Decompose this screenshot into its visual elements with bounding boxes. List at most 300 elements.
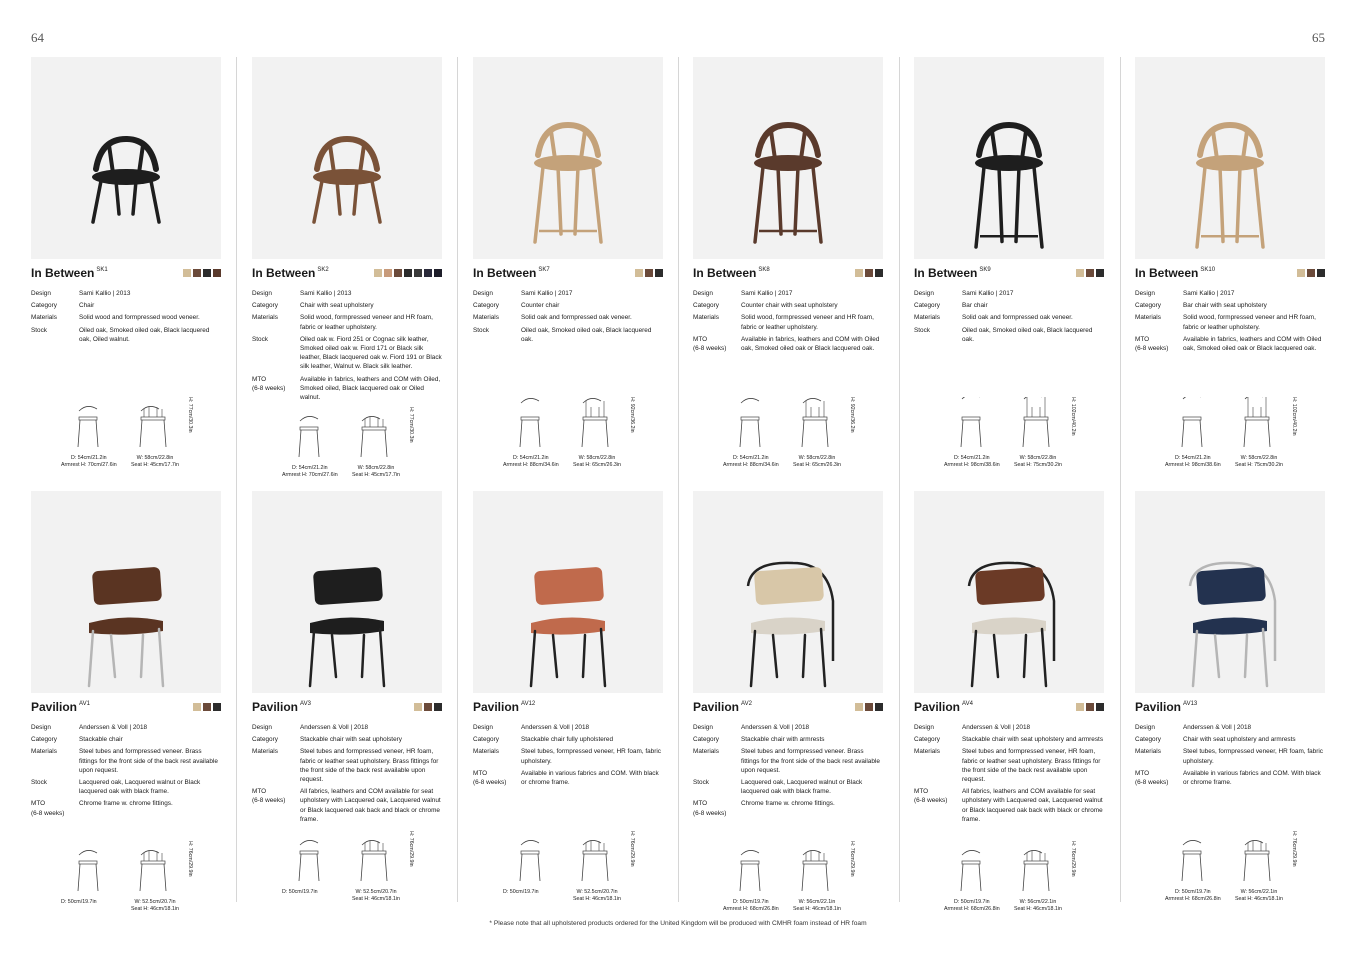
product-code: SK2	[317, 267, 329, 273]
product-name: In Between	[693, 266, 757, 280]
spec-value: Oiled oak, Smoked oiled oak, Black lacquered oak.	[521, 326, 652, 343]
spec-row	[31, 289, 221, 298]
chair-image	[252, 491, 442, 693]
spec-value: Steel tubes and formpressed veneer. Brass fittings for the front side of the back rest available upon request.	[741, 748, 880, 774]
product-name: In Between	[252, 266, 316, 280]
spec-label: MTO (6-8 weeks)	[1135, 769, 1169, 787]
dimension-width: W: 56cm/22.1in Seat H: 46cm/18.1in	[1014, 899, 1062, 912]
product-card	[473, 491, 663, 911]
color-swatch[interactable]	[203, 703, 211, 711]
product-name: Pavilion	[1135, 700, 1182, 714]
spec-table	[473, 289, 663, 347]
spec-row	[693, 723, 883, 732]
dimension-height: H: 77cm/30.3in	[408, 407, 414, 443]
spec-row	[1135, 289, 1325, 298]
dimension-width: W: 58cm/22.8in Seat H: 45cm/17.7in	[352, 465, 400, 478]
spec-row	[31, 326, 221, 344]
spec-table	[914, 723, 1104, 827]
spec-value: Anderssen & Voll | 2018	[962, 724, 1031, 731]
dimension-height: H: 76cm/29.9in	[629, 831, 635, 867]
dimension-width: W: 58cm/22.8in Seat H: 65cm/26.3in	[793, 455, 841, 468]
dimension-width: W: 52.5cm/20.7in Seat H: 46cm/18.1in	[573, 889, 621, 902]
spec-value: Anderssen & Voll | 2018	[1183, 724, 1252, 731]
product-card	[914, 491, 1104, 911]
product-photo	[693, 57, 883, 259]
dimension-depth: D: 54cm/21.2in Armrest H: 88cm/34.6in	[503, 455, 559, 468]
spec-row	[473, 747, 663, 765]
spec-label: Design	[473, 290, 493, 297]
product-code: AV1	[79, 701, 90, 707]
spec-value: Lacquered oak, Lacquered walnut or Black lacquered oak with black frame.	[79, 779, 201, 796]
product-card	[473, 57, 663, 477]
color-swatch[interactable]	[875, 269, 883, 277]
spec-row	[252, 723, 442, 732]
product-card	[252, 57, 442, 477]
spec-value: Stackable chair fully upholstered	[521, 736, 614, 744]
product-photo	[31, 491, 221, 693]
dimension-width: W: 58cm/22.8in Seat H: 65cm/26.3in	[573, 455, 621, 468]
color-swatch[interactable]	[1096, 703, 1104, 711]
product-card	[1135, 491, 1325, 911]
dimension-height: H: 102cm/40.2in	[1070, 397, 1076, 436]
spec-row	[914, 326, 1104, 344]
spec-label: Materials	[31, 314, 57, 322]
spec-label: MTO (6-8 weeks)	[1135, 335, 1169, 353]
dimension-height: H: 102cm/40.2in	[1291, 397, 1297, 436]
page-number-right: 65	[1312, 30, 1325, 45]
product-card	[914, 57, 1104, 477]
spec-table	[693, 289, 883, 356]
spec-label: Materials	[31, 748, 57, 756]
spec-row	[693, 289, 883, 298]
spec-label: MTO (6-8 weeks)	[252, 788, 286, 805]
chair-image	[1135, 491, 1325, 693]
spec-value: Sami Kallio | 2017	[1183, 290, 1235, 297]
product-column	[914, 57, 1104, 917]
spec-label: Design	[31, 724, 51, 731]
spec-row	[252, 313, 442, 331]
dimension-height: H: 76cm/29.9in	[187, 841, 193, 877]
product-name: In Between	[31, 266, 95, 280]
spec-value: Sami Kallio | 2017	[521, 290, 573, 297]
dimension-depth: D: 50cm/19.7in Armrest H: 68cm/26.8in	[944, 899, 1000, 912]
spec-label: Category	[31, 736, 57, 744]
chair-image	[473, 491, 663, 693]
color-swatch[interactable]	[855, 703, 863, 711]
color-swatch[interactable]	[655, 269, 663, 277]
product-column	[1135, 57, 1325, 917]
product-code: SK7	[538, 267, 550, 273]
spec-row	[693, 335, 883, 353]
color-swatch[interactable]	[1096, 269, 1104, 277]
dimension-width: W: 52.5cm/20.7in Seat H: 46cm/18.1in	[352, 889, 400, 902]
spec-value: Bar chair with seat upholstery	[1183, 302, 1267, 310]
product-card	[31, 491, 221, 911]
color-swatch[interactable]	[183, 269, 191, 277]
spec-row	[914, 747, 1104, 784]
dimension-depth: D: 54cm/21.2in Armrest H: 70cm/27.6in	[282, 465, 338, 478]
spec-row	[1135, 747, 1325, 765]
dimension-height: H: 92cm/36.2in	[629, 397, 635, 433]
chair-image	[31, 491, 221, 693]
spec-label: Design	[252, 290, 272, 297]
spec-value: Available in fabrics, leathers and COM with Oiled, Smoked oiled, Black lacquered oak or Oiled walnut.	[300, 375, 441, 402]
product-title	[252, 700, 311, 714]
spec-row	[252, 735, 442, 744]
product-code: SK10	[1200, 267, 1216, 273]
spec-label: Design	[1135, 724, 1155, 731]
product-name: Pavilion	[31, 700, 78, 714]
finish-swatches	[374, 269, 442, 277]
finish-swatches	[193, 703, 221, 711]
dimension-height: H: 77cm/30.3in	[187, 397, 193, 433]
spec-row	[693, 778, 883, 796]
product-photo	[252, 57, 442, 259]
product-title	[693, 266, 770, 280]
spec-row	[473, 313, 663, 322]
spec-row	[914, 301, 1104, 310]
page-number-left: 64	[31, 30, 44, 45]
spec-label: Materials	[1135, 314, 1161, 322]
color-swatch[interactable]	[404, 269, 412, 277]
spec-label: Category	[693, 302, 719, 310]
spec-row	[693, 735, 883, 744]
color-swatch[interactable]	[875, 703, 883, 711]
product-column	[252, 57, 442, 917]
spec-label: MTO (6-8 weeks)	[693, 335, 727, 353]
color-swatch[interactable]	[213, 269, 221, 277]
column-divider	[236, 57, 237, 902]
spec-label: Category	[252, 302, 278, 310]
spec-row	[473, 301, 663, 310]
dimension-depth: D: 50cm/19.7in	[503, 889, 539, 895]
color-swatch[interactable]	[855, 269, 863, 277]
spec-table	[252, 723, 442, 827]
product-code: AV2	[741, 701, 752, 707]
color-swatch[interactable]	[865, 269, 873, 277]
spec-row	[31, 301, 221, 310]
spec-value: Available in various fabrics and COM. With black or chrome frame.	[521, 769, 659, 787]
spec-row	[1135, 769, 1325, 787]
spec-label: Design	[693, 724, 713, 731]
spec-label: Design	[693, 290, 713, 297]
spec-label: MTO (6-8 weeks)	[31, 800, 65, 817]
spec-row	[31, 778, 221, 796]
spec-row	[473, 326, 663, 344]
spec-row	[31, 723, 221, 732]
product-card	[252, 491, 442, 911]
spec-label: Stock	[693, 779, 709, 787]
spec-value: Solid wood, formpressed veneer and HR foam, fabric or leather upholstery.	[1183, 314, 1316, 331]
spec-value: Chair with seat upholstery	[300, 302, 374, 310]
spec-label: Materials	[693, 314, 719, 322]
spec-value: Solid wood and formpressed wood veneer.	[79, 314, 200, 322]
spec-row	[693, 313, 883, 331]
finish-swatches	[635, 269, 663, 277]
spec-label: Category	[473, 736, 499, 744]
product-photo	[1135, 491, 1325, 693]
spec-label: Stock	[252, 335, 268, 343]
spec-label: Materials	[473, 748, 499, 756]
product-photo	[252, 491, 442, 693]
product-card	[31, 57, 221, 477]
spec-label: Category	[1135, 736, 1161, 744]
spec-table	[31, 723, 221, 821]
product-photo	[914, 57, 1104, 259]
chair-image	[31, 57, 221, 259]
spec-value: All fabrics, leathers and COM available for seat upholstery with Lacquered oak, Lacquered walnut or Black lacquered oak back and black or chrome frame.	[300, 788, 441, 823]
spec-label: MTO (6-8 weeks)	[914, 788, 948, 805]
product-column	[31, 57, 221, 917]
color-swatch[interactable]	[434, 269, 442, 277]
dimension-depth: D: 54cm/21.2in Armrest H: 98cm/38.6in	[1165, 455, 1221, 468]
product-photo	[693, 491, 883, 693]
dimension-height: H: 92cm/36.2in	[849, 397, 855, 433]
product-title	[693, 700, 752, 714]
spec-row	[31, 799, 221, 817]
spec-row	[31, 735, 221, 744]
spec-value: Steel tubes, formpressed veneer, HR foam, fabric upholstery.	[1183, 748, 1323, 765]
product-code: SK9	[979, 267, 991, 273]
color-swatch[interactable]	[1297, 269, 1305, 277]
spec-row	[252, 375, 442, 403]
color-swatch[interactable]	[193, 269, 201, 277]
color-swatch[interactable]	[374, 269, 382, 277]
spec-value: Available in fabrics, leathers and COM with Oiled oak, Smoked oiled oak or Black lacquered oak.	[741, 335, 880, 353]
spec-label: Materials	[914, 314, 940, 322]
spec-label: MTO (6-8 weeks)	[252, 375, 286, 392]
product-code: SK8	[758, 267, 770, 273]
color-swatch[interactable]	[1317, 269, 1325, 277]
spec-value: Solid wood, formpressed veneer and HR foam, fabric or leather upholstery.	[741, 314, 874, 331]
spec-row	[473, 289, 663, 298]
spec-row	[1135, 335, 1325, 353]
product-photo	[1135, 57, 1325, 259]
finish-swatches	[855, 269, 883, 277]
product-card	[1135, 57, 1325, 477]
product-photo	[31, 57, 221, 259]
color-swatch[interactable]	[213, 703, 221, 711]
spec-value: Stackable chair	[79, 736, 123, 744]
color-swatch[interactable]	[394, 269, 402, 277]
color-swatch[interactable]	[203, 269, 211, 277]
spec-value: Available in fabrics, leathers and COM with Oiled oak, Smoked oiled oak or Black lacquered oak.	[1183, 335, 1322, 353]
dimension-depth: D: 50cm/19.7in	[61, 899, 97, 905]
spec-label: Materials	[473, 314, 499, 322]
spec-row	[1135, 735, 1325, 744]
spec-row	[473, 735, 663, 744]
spec-label: Stock	[31, 326, 47, 334]
spec-table	[693, 723, 883, 821]
dimension-width: W: 58cm/22.8in Seat H: 75cm/30.2in	[1014, 455, 1062, 468]
spec-row	[693, 799, 883, 817]
spec-table	[1135, 289, 1325, 356]
spec-row	[252, 301, 442, 310]
color-swatch[interactable]	[1086, 703, 1094, 711]
column-divider	[457, 57, 458, 902]
dimension-depth: D: 50cm/19.7in Armrest H: 68cm/26.8in	[1165, 889, 1221, 902]
spec-label: Category	[473, 302, 499, 310]
spec-label: MTO (6-8 weeks)	[693, 800, 727, 817]
dimension-width: W: 58cm/22.8in Seat H: 75cm/30.2in	[1235, 455, 1283, 468]
color-swatch[interactable]	[1076, 703, 1084, 711]
product-column	[693, 57, 883, 917]
spec-value: Chair	[79, 302, 95, 310]
product-title	[473, 700, 535, 714]
spec-label: Category	[693, 736, 719, 744]
color-swatch[interactable]	[865, 703, 873, 711]
color-swatch[interactable]	[424, 703, 432, 711]
chair-image	[473, 57, 663, 259]
spec-table	[31, 289, 221, 347]
spec-row	[1135, 301, 1325, 310]
spec-value: Sami Kallio | 2017	[741, 290, 793, 297]
color-swatch[interactable]	[1307, 269, 1315, 277]
spec-label: Category	[914, 736, 940, 744]
spec-value: Stackable chair with armrests	[741, 736, 825, 744]
dimension-depth: D: 54cm/21.2in Armrest H: 98cm/38.6in	[944, 455, 1000, 468]
spec-value: Chrome frame w. chrome fittings.	[79, 800, 173, 808]
product-name: Pavilion	[693, 700, 740, 714]
product-photo	[473, 491, 663, 693]
spec-table	[1135, 723, 1325, 790]
color-swatch[interactable]	[635, 269, 643, 277]
product-name: In Between	[1135, 266, 1199, 280]
spec-label: Category	[914, 302, 940, 310]
spec-row	[1135, 313, 1325, 331]
color-swatch[interactable]	[645, 269, 653, 277]
spec-value: Chair with seat upholstery and armrests	[1183, 736, 1296, 744]
spec-row	[252, 289, 442, 298]
color-swatch[interactable]	[384, 269, 392, 277]
product-grid	[31, 57, 1325, 917]
product-title	[252, 266, 329, 280]
spec-label: MTO (6-8 weeks)	[473, 769, 507, 787]
product-code: AV3	[300, 701, 311, 707]
spec-label: Materials	[252, 314, 278, 322]
dimension-depth: D: 50cm/19.7in Armrest H: 68cm/26.8in	[723, 899, 779, 912]
color-swatch[interactable]	[1076, 269, 1084, 277]
chair-image	[914, 491, 1104, 693]
spec-label: Materials	[693, 748, 719, 756]
spec-label: Design	[914, 724, 934, 731]
spec-value: Chrome frame w. chrome fittings.	[741, 800, 835, 808]
spec-label: Design	[473, 724, 493, 731]
dimension-width: W: 56cm/22.1in Seat H: 46cm/18.1in	[793, 899, 841, 912]
dimension-width: W: 58cm/22.8in Seat H: 45cm/17.7in	[131, 455, 179, 468]
chair-image	[693, 491, 883, 693]
spec-value: Oiled oak, Smoked oiled oak, Black lacquered oak.	[962, 326, 1093, 343]
spec-value: Solid oak and formpressed oak veneer.	[521, 314, 632, 322]
finish-swatches	[1076, 703, 1104, 711]
spec-table	[914, 289, 1104, 347]
color-swatch[interactable]	[434, 703, 442, 711]
spec-row	[914, 787, 1104, 824]
product-title	[31, 266, 108, 280]
spec-row	[914, 313, 1104, 322]
spec-label: Category	[252, 736, 278, 744]
dimension-depth: D: 54cm/21.2in Armrest H: 88cm/34.6in	[723, 455, 779, 468]
spec-label: Design	[252, 724, 272, 731]
product-card	[693, 491, 883, 911]
dimension-depth: D: 50cm/19.7in	[282, 889, 318, 895]
spec-value: Counter chair	[521, 302, 560, 310]
dimension-height: H: 76cm/29.9in	[1070, 841, 1076, 877]
product-title	[1135, 266, 1215, 280]
spec-label: Category	[1135, 302, 1161, 310]
finish-swatches	[1297, 269, 1325, 277]
spec-row	[252, 787, 442, 824]
spec-row	[31, 313, 221, 322]
spec-label: Stock	[31, 779, 47, 787]
product-name: Pavilion	[473, 700, 520, 714]
spec-value: Anderssen & Voll | 2018	[300, 724, 369, 731]
spec-label: Materials	[252, 748, 278, 756]
product-photo	[473, 57, 663, 259]
column-divider	[678, 57, 679, 902]
product-name: Pavilion	[252, 700, 299, 714]
dimension-width: W: 52.5cm/20.7in Seat H: 46cm/18.1in	[131, 899, 179, 912]
product-code: AV4	[962, 701, 973, 707]
spec-label: Category	[31, 302, 57, 310]
spec-value: Solid oak and formpressed oak veneer.	[962, 314, 1073, 322]
finish-swatches	[414, 703, 442, 711]
spec-label: Design	[31, 290, 51, 297]
product-code: AV12	[521, 701, 536, 707]
chair-image	[693, 57, 883, 259]
product-code: AV13	[1183, 701, 1198, 707]
spec-value: Counter chair with seat upholstery	[741, 302, 838, 310]
spec-value: Oiled oak, Smoked oiled oak, Black lacquered oak, Oiled walnut.	[79, 326, 210, 343]
product-name: In Between	[473, 266, 537, 280]
color-swatch[interactable]	[193, 703, 201, 711]
spec-label: Materials	[1135, 748, 1161, 756]
product-title	[914, 700, 973, 714]
spec-value: Lacquered oak, Lacquered walnut or Black lacquered oak with black frame.	[741, 779, 863, 796]
spec-label: Materials	[914, 748, 940, 756]
finish-swatches	[1076, 269, 1104, 277]
column-divider	[1120, 57, 1121, 902]
color-swatch[interactable]	[414, 269, 422, 277]
spec-value: Oiled oak w. Fiord 251 or Cognac silk leather, Smoked oiled oak w. Fiord 171 or Black silk leather, Black lacquered oak w. Fiord 191 or Black silk leather, Walnut w. Black silk leather.	[300, 335, 442, 371]
product-title	[1135, 700, 1197, 714]
dimension-height: H: 76cm/29.9in	[1291, 831, 1297, 867]
spec-row	[1135, 723, 1325, 732]
product-column	[473, 57, 663, 917]
spec-row	[252, 335, 442, 372]
spec-value: Sami Kallio | 2017	[962, 290, 1014, 297]
chair-image	[1135, 57, 1325, 259]
spec-row	[914, 735, 1104, 744]
product-title	[914, 266, 991, 280]
spec-row	[693, 747, 883, 775]
footnote: * Please note that all upholstered products ordered for the United Kingdom will be produced with CMHR foam instead of HR foam	[489, 920, 867, 927]
product-name: Pavilion	[914, 700, 961, 714]
color-swatch[interactable]	[414, 703, 422, 711]
spec-value: Steel tubes and formpressed veneer, HR foam, fabric or leather seat upholstery. Brass fittings for the front side of the back rest available upon request.	[962, 748, 1101, 784]
spec-value: Anderssen & Voll | 2018	[79, 724, 148, 731]
spec-value: Available in various fabrics and COM. With black or chrome frame.	[1183, 769, 1321, 787]
chair-image	[914, 57, 1104, 259]
dimension-width: W: 56cm/22.1in Seat H: 46cm/18.1in	[1235, 889, 1283, 902]
spec-value: All fabrics, leathers and COM available for seat upholstery with Lacquered oak, Lacquered walnut or Black lacquered oak back with black or chrome frame.	[962, 788, 1103, 823]
color-swatch[interactable]	[1086, 269, 1094, 277]
color-swatch[interactable]	[424, 269, 432, 277]
spec-value: Stackable chair with seat upholstery	[300, 736, 402, 744]
dimension-height: H: 76cm/29.9in	[849, 841, 855, 877]
product-card	[693, 57, 883, 477]
spec-value: Steel tubes and formpressed veneer, HR foam, fabric or leather seat upholstery. Brass fittings for the front side of the back rest available upon request.	[300, 748, 439, 784]
